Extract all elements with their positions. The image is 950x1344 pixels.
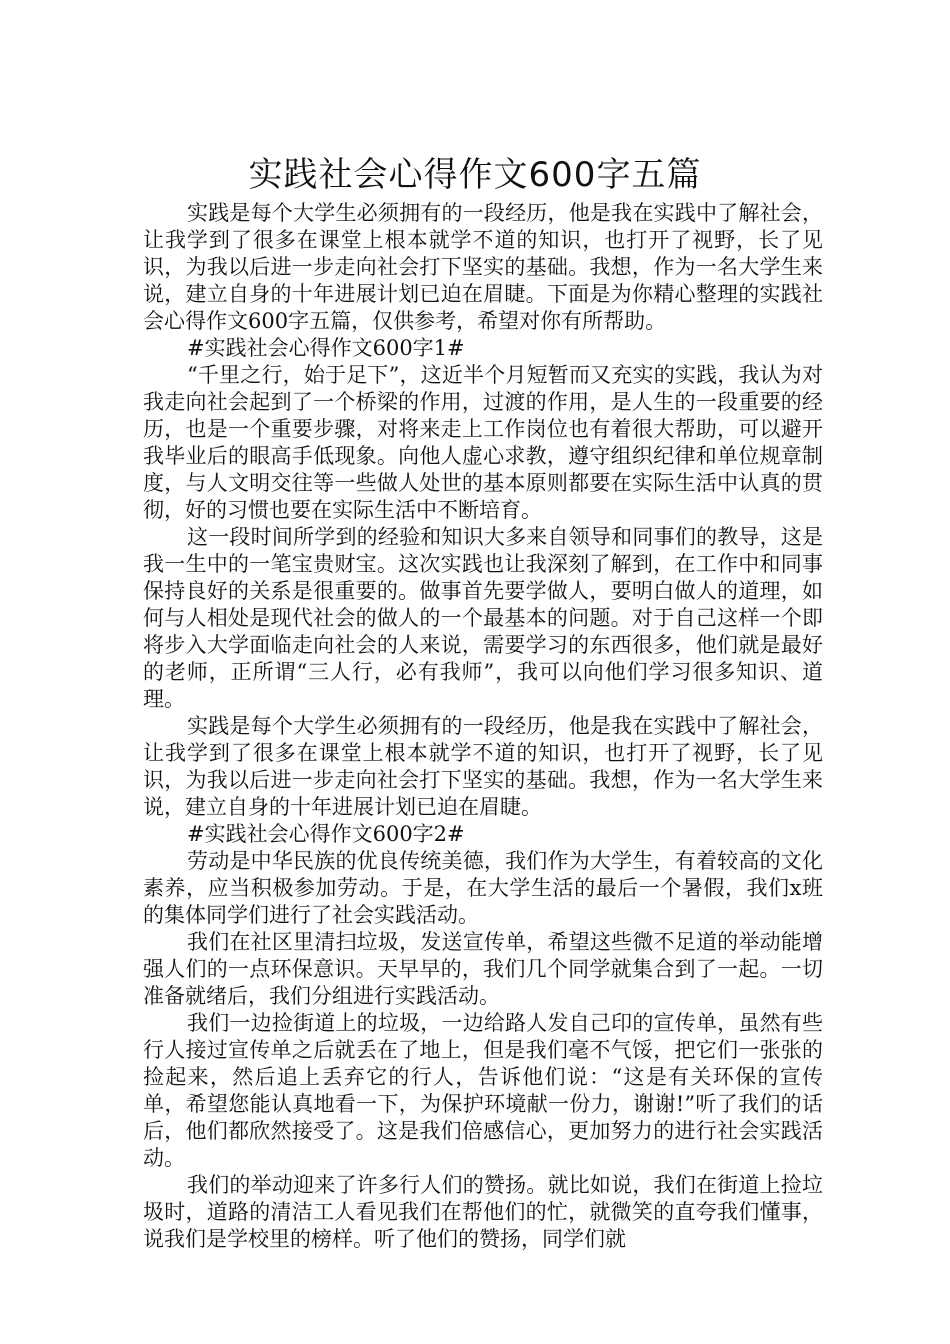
paragraph-intro: 实践是每个大学生必须拥有的一段经历，他是我在实践中了解社会，让我学到了很多在课堂上根本就学不道的知识，也打开了视野，长了见识，为我以后进一步走向社会打下坚实的基础。我想，作为一名大学生来说，建立自身的十年进展计划已迫在眉睫。下面是为你精心整理的实践社会心得作文600字五篇，仅供参考，希望对你有所帮助。 bbox=[143, 201, 823, 333]
paragraph: 实践是每个大学生必须拥有的一段经历，他是我在实践中了解社会，让我学到了很多在课堂上根本就学不道的知识，也打开了视野，长了见识，为我以后进一步走向社会打下坚实的基础。我想，作为一名大学生来说，建立自身的十年进展计划已迫在眉睫。 bbox=[143, 714, 823, 819]
paragraph: 我们一边捡街道上的垃圾，一边给路人发自己印的宣传单，虽然有些行人接过宣传单之后就丢在了地上，但是我们毫不气馁，把它们一张张的捡起来，然后追上丢弃它的行人，告诉他们说：“这是有关环保的宣传单，希望您能认真地看一下，为保护环境献一份力，谢谢!”听了我们的话后，他们都欣然接受了。这是我们倍感信心，更加努力的进行社会实践活动。 bbox=[143, 1011, 823, 1170]
section-heading-1: #实践社会心得作文600字1# bbox=[187, 336, 465, 360]
paragraph: 我们在社区里清扫垃圾，发送宣传单，希望这些微不足道的举动能增强人们的一点环保意识。天早早的，我们几个同学就集合到了一起。一切准备就绪后，我们分组进行实践活动。 bbox=[143, 930, 823, 1008]
paragraph: 我们的举动迎来了许多行人们的赞扬。就比如说，我们在街道上捡垃圾时，道路的清洁工人看见我们在帮他们的忙，就微笑的直夸我们懂事，说我们是学校里的榜样。听了他们的赞扬，同学们就 bbox=[143, 1173, 823, 1251]
document-body bbox=[143, 200, 823, 1253]
paragraph: 这一段时间所学到的经验和知识大多来自领导和同事们的教导，这是我一生中的一笔宝贵财宝。这次实践也让我深刻了解到，在工作中和同事保持良好的关系是很重要的。做事首先要学做人，要明白做人的道理，如何与人相处是现代社会的做人的一个最基本的问题。对于自己这样一个即将步入大学面临走向社会的人来说，需要学习的东西很多，他们就是最好的老师，正所谓“三人行，必有我师”，我可以向他们学习很多知识、道理。 bbox=[143, 525, 823, 711]
paragraph: “千里之行，始于足下”，这近半个月短暂而又充实的实践，我认为对我走向社会起到了一个桥梁的作用，过渡的作用，是人生的一段重要的经历，也是一个重要步骤，对将来走上工作岗位也有着很大帮助，可以避开我毕业后的眼高手低现象。向他人虚心求教，遵守组织纪律和单位规章制度，与人文明交往等一些做人处世的基本原则都要在实际生活中认真的贯彻，好的习惯也要在实际生活中不断培育。 bbox=[143, 363, 823, 522]
document-title: 实践社会心得作文600字五篇 bbox=[248, 154, 702, 195]
section-heading-2: #实践社会心得作文600字2# bbox=[187, 822, 465, 846]
paragraph: 劳动是中华民族的优良传统美德，我们作为大学生，有着较高的文化素养，应当积极参加劳动。于是，在大学生活的最后一个暑假，我们x班的集体同学们进行了社会实践活动。 bbox=[143, 849, 823, 927]
